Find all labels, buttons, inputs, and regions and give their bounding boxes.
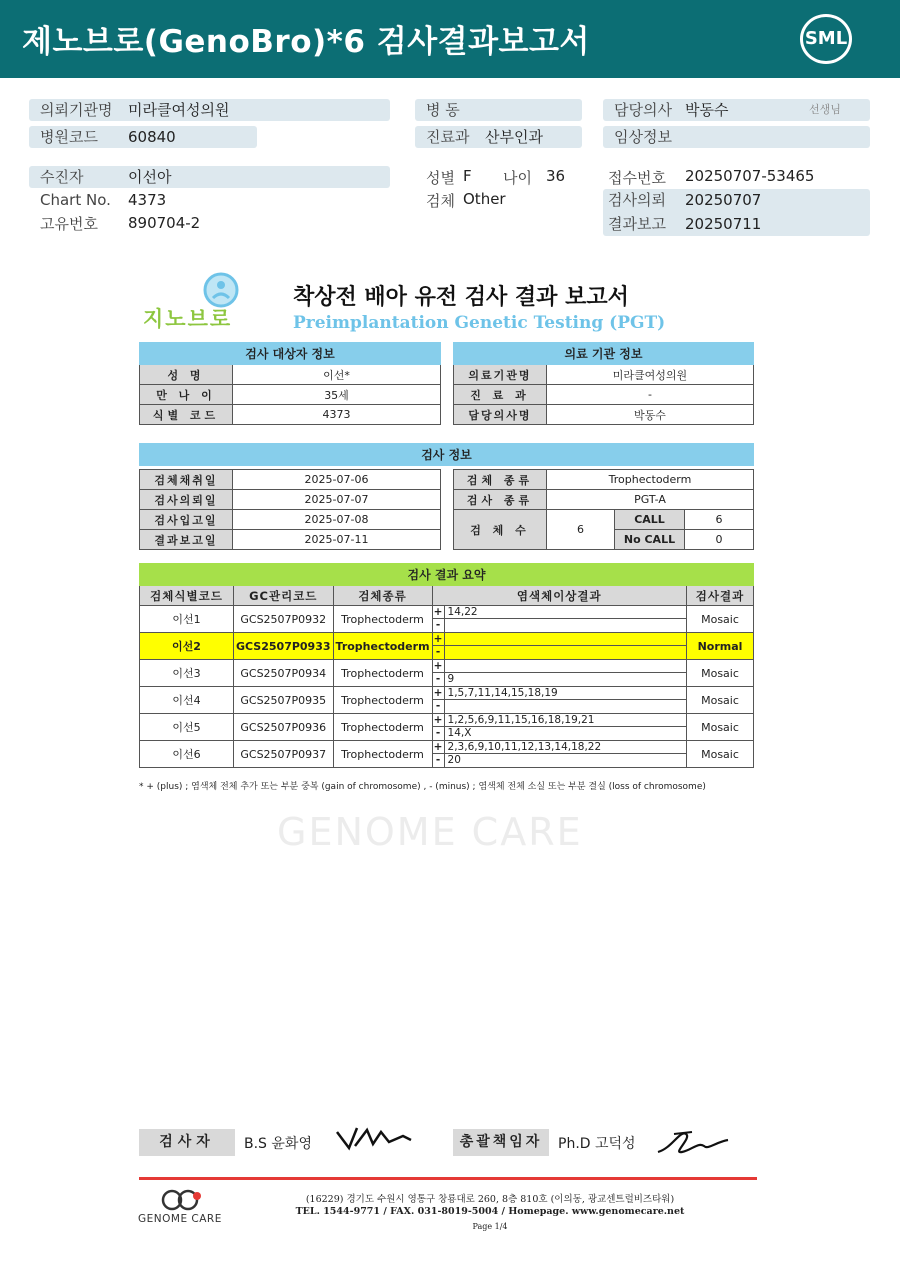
col-header-type: 검체종류 [333, 586, 432, 606]
department-row [415, 126, 582, 148]
abnormality-cell [432, 606, 686, 633]
subject-name-label: 성 명 [140, 365, 233, 385]
loss-row [433, 646, 686, 659]
uid-value: 890704-2 [128, 214, 201, 232]
gain-row [433, 687, 686, 700]
request-value: 20250707 [685, 191, 762, 209]
table-row [140, 633, 754, 660]
clinical-row [603, 126, 870, 148]
result-cell: Mosaic [687, 660, 754, 687]
sex-label: 성별 [426, 169, 455, 187]
abnormality-cell [432, 687, 686, 714]
tester-name: B.S 윤화영 [244, 1136, 312, 1152]
sample-id-cell: 이선1 [140, 606, 234, 633]
gain-row-value [445, 633, 448, 645]
ward-label: 병 동 [426, 101, 460, 119]
gain-row [433, 606, 686, 619]
specimen-label: 검체 [426, 192, 455, 210]
loss-row-sign: - [433, 754, 445, 767]
table-row [140, 606, 754, 633]
subject-name: 이선* [233, 365, 441, 385]
receipt-label: 접수번호 [608, 169, 666, 187]
loss-row-sign: - [433, 646, 445, 659]
page-title: 제노브로(GenoBro)*6 검사결과보고서 [22, 24, 590, 60]
nocall-count: 0 [685, 530, 754, 550]
result-summary-table [139, 563, 754, 768]
report-date: 2025-07-11 [233, 530, 441, 550]
gain-row [433, 741, 686, 754]
test-sample-table [453, 469, 754, 550]
doctor-row [603, 99, 870, 121]
report-label: 결과보고 [608, 215, 666, 233]
loss-row-value [445, 619, 448, 632]
hospital-code-row [29, 126, 257, 148]
loss-row-value [445, 700, 448, 713]
report-subtitle: Preimplantation Genetic Testing (PGT) [293, 313, 666, 333]
tester-signature-icon [333, 1122, 413, 1158]
inst-doctor-label: 담당의사명 [454, 405, 547, 425]
sex-value: F [463, 167, 472, 185]
table-row [140, 741, 754, 768]
sample-type-cell: Trophectoderm [333, 606, 432, 633]
inst-dept: - [547, 385, 754, 405]
loss-row [433, 619, 686, 632]
sample-type-cell: Trophectoderm [333, 660, 432, 687]
gain-row [433, 714, 686, 727]
sample-id-cell: 이선4 [140, 687, 234, 714]
inst-doctor: 박동수 [547, 405, 754, 425]
institution-value: 미라클여성의원 [128, 101, 230, 119]
loss-row-value: 20 [447, 754, 461, 766]
subject-info-heading: 검사 대상자 정보 [140, 343, 441, 365]
loss-row-value: 14,X [447, 727, 472, 739]
department-label: 진료과 [426, 128, 470, 146]
uid-label: 고유번호 [40, 215, 98, 233]
receive-label: 검사입고일 [140, 510, 233, 530]
gain-row [433, 633, 686, 646]
clinical-label: 임상정보 [614, 128, 672, 146]
receipt-value: 20250707-53465 [685, 167, 815, 185]
age-label: 나이 [503, 169, 532, 187]
gain-row-value: 1,5,7,11,14,15,18,19 [447, 687, 558, 699]
sample-id-cell: 이선3 [140, 660, 234, 687]
summary-heading: 검사 결과 요약 [140, 564, 754, 586]
nocall-label: No CALL [615, 530, 685, 550]
doctor-label: 담당의사 [614, 101, 672, 119]
loss-row-sign: - [433, 700, 445, 713]
doctor-suffix: 선생님 [809, 103, 841, 116]
report-value: 20250711 [685, 215, 762, 233]
director-label: 총괄책임자 [453, 1129, 549, 1156]
footer-address: (16229) 경기도 수원시 영통구 창룡대로 260, 8층 810호 (이의동, 광교센트럴비즈타워) [305, 1194, 675, 1205]
result-cell: Mosaic [687, 687, 754, 714]
director-name: Ph.D 고덕성 [558, 1136, 636, 1152]
patient-label: 수진자 [40, 168, 84, 186]
gain-row-sign: + [433, 633, 445, 645]
collect-date: 2025-07-06 [233, 470, 441, 490]
sample-id-cell: 이선5 [140, 714, 234, 741]
result-cell: Mosaic [687, 741, 754, 768]
gain-row-sign: + [433, 606, 445, 618]
gain-row-sign: + [433, 714, 445, 726]
report-title: 착상전 배아 유전 검사 결과 보고서 [293, 285, 629, 310]
test-dates-table [139, 469, 441, 550]
loss-row-value: 9 [447, 673, 455, 685]
col-header-result: 검사결과 [687, 586, 754, 606]
gain-row-value: 14,22 [447, 606, 478, 618]
request-date: 2025-07-07 [233, 490, 441, 510]
sml-logo: SML [800, 14, 852, 64]
gain-row-value: 1,2,5,6,9,11,15,16,18,19,21 [447, 714, 595, 726]
footer-page: Page 1/4 [472, 1222, 508, 1231]
result-cell: Normal [687, 633, 754, 660]
inst-dept-label: 진 료 과 [454, 385, 547, 405]
gain-row [433, 660, 686, 673]
collect-label: 검체채취일 [140, 470, 233, 490]
sample-count: 6 [547, 510, 615, 550]
abnormality-cell [432, 660, 686, 687]
hospital-code-value: 60840 [128, 128, 176, 146]
loss-row [433, 754, 686, 767]
abnormality-cell [432, 714, 686, 741]
doctor-value: 박동수 [685, 101, 729, 119]
sample-id-cell: 이선6 [140, 741, 234, 768]
sample-type-label: 검체 종류 [454, 470, 547, 490]
sample-type-cell: Trophectoderm [333, 633, 432, 660]
tester-label: 검사자 [139, 1129, 235, 1156]
age-value: 36 [546, 167, 566, 185]
loss-row-sign: - [433, 727, 445, 740]
gc-code-cell: GCS2507P0935 [234, 687, 334, 714]
subject-id-label: 식별 코드 [140, 405, 233, 425]
inst-name-label: 의료기관명 [454, 365, 547, 385]
result-cell: Mosaic [687, 714, 754, 741]
sample-id-cell: 이선2 [140, 633, 234, 660]
call-label: CALL [615, 510, 685, 530]
subject-age-label: 만 나 이 [140, 385, 233, 405]
subject-id: 4373 [233, 405, 441, 425]
loss-row-sign: - [433, 619, 445, 632]
footer-divider [139, 1177, 757, 1180]
request-label: 검사의뢰 [608, 191, 666, 209]
report-header-bar [0, 0, 900, 78]
sample-type: Trophectoderm [547, 470, 754, 490]
specimen-value: Other [463, 190, 506, 208]
col-header-id: 검체식별코드 [140, 586, 234, 606]
department-value: 산부인과 [485, 128, 543, 146]
institution-label: 의뢰기관명 [40, 101, 113, 119]
receive-date: 2025-07-08 [233, 510, 441, 530]
subject-info-table [139, 342, 441, 425]
test-type-label: 검사 종류 [454, 490, 547, 510]
table-row [140, 687, 754, 714]
loss-row-sign: - [433, 673, 445, 686]
gain-row-sign: + [433, 687, 445, 699]
col-header-gc: GC관리코드 [234, 586, 334, 606]
abnormality-cell [432, 741, 686, 768]
request-date-label: 검사의뢰일 [140, 490, 233, 510]
gain-row-sign: + [433, 660, 445, 672]
test-info-heading: 검사 정보 [140, 444, 754, 466]
subject-age: 35세 [233, 385, 441, 405]
legend-note: * + (plus) ; 염색체 전체 추가 또는 부분 중복 (gain of chromosome) , - (minus) ; 염색체 전체 소실 또는 부분 결실 (loss of chromosome) [139, 782, 706, 792]
patient-row [29, 166, 390, 188]
request-report-block [603, 189, 870, 236]
loss-row [433, 700, 686, 713]
chart-value: 4373 [128, 191, 167, 209]
call-count: 6 [685, 510, 754, 530]
footer-contact: TEL. 1544-9771 / FAX. 031-8019-5004 / Homepage. www.genomecare.net [295, 1206, 685, 1217]
gc-code-cell: GCS2507P0933 [234, 633, 334, 660]
loss-row-value [445, 646, 448, 659]
ward-row [415, 99, 582, 121]
inst-name: 미라클여성의원 [547, 365, 754, 385]
gc-code-cell: GCS2507P0936 [234, 714, 334, 741]
genobro-logo-text: 지노브로 [143, 307, 233, 331]
abnormality-cell [432, 633, 686, 660]
loss-row [433, 727, 686, 740]
gc-code-cell: GCS2507P0932 [234, 606, 334, 633]
gc-code-cell: GCS2507P0934 [234, 660, 334, 687]
sample-type-cell: Trophectoderm [333, 714, 432, 741]
gain-row-value: 2,3,6,9,10,11,12,13,14,18,22 [447, 741, 602, 753]
director-signature-icon [652, 1124, 732, 1160]
sample-type-cell: Trophectoderm [333, 741, 432, 768]
gain-row-sign: + [433, 741, 445, 753]
result-cell: Mosaic [687, 606, 754, 633]
gc-code-cell: GCS2507P0937 [234, 741, 334, 768]
genome-care-watermark: GENOME CARE [277, 810, 583, 854]
genome-care-logo-icon [160, 1188, 204, 1212]
gain-row-value [445, 660, 448, 672]
col-header-abnormality: 염색체이상결과 [432, 586, 686, 606]
patient-value: 이선아 [128, 168, 172, 186]
report-date-label: 결과보고일 [140, 530, 233, 550]
table-row [140, 660, 754, 687]
test-type: PGT-A [547, 490, 754, 510]
chart-label: Chart No. [40, 191, 111, 209]
loss-row [433, 673, 686, 686]
institution-row [29, 99, 390, 121]
table-row [140, 714, 754, 741]
sample-type-cell: Trophectoderm [333, 687, 432, 714]
genome-care-logo-text: GENOME CARE [138, 1213, 222, 1225]
institution-info-table [453, 342, 754, 425]
test-info-heading-table [139, 443, 754, 466]
hospital-code-label: 병원코드 [40, 128, 98, 146]
count-label: 검 체 수 [454, 510, 547, 550]
institution-info-heading: 의료 기관 정보 [454, 343, 754, 365]
